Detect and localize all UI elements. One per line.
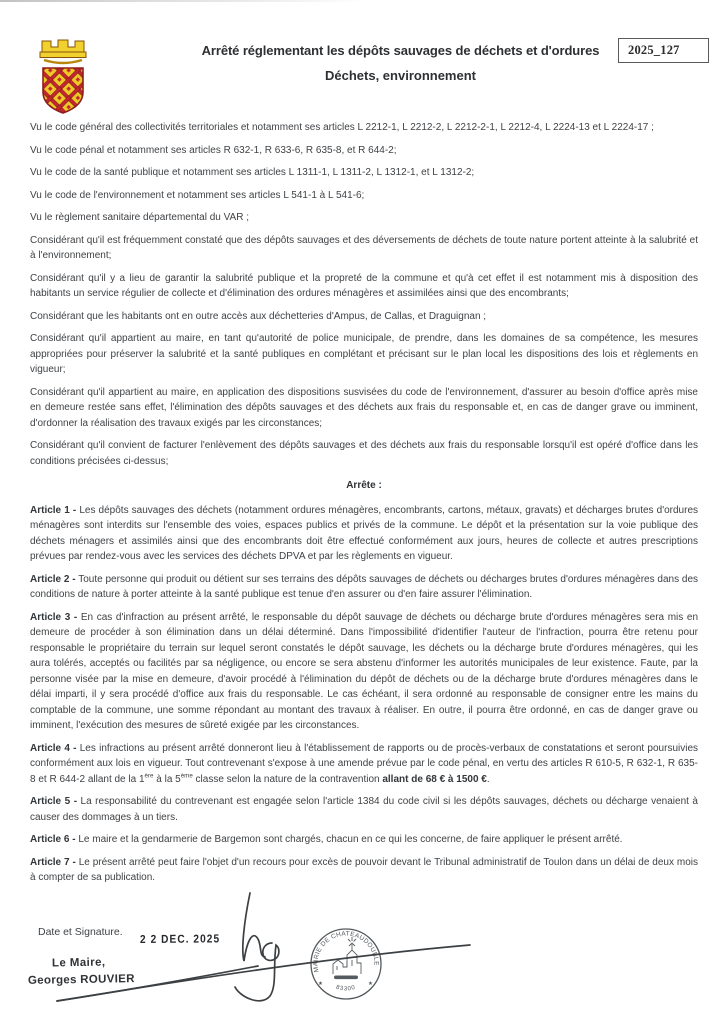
mayor-title: Le Maire, — [51, 956, 106, 970]
document-body — [30, 120, 698, 893]
considerant-recital-2: Considérant qu'il y a lieu de garantir la salubrité publique et la propreté de la commune et qu'à cet effet il est notamment mis à disposition des habitants un service régulier de collecte et d'élimination des ordures ménagères et assimilées ainsi que des encombrants; — [30, 272, 698, 299]
coat-of-arms-icon — [34, 37, 92, 117]
scan-artifact — [0, 0, 368, 2]
stamp-star-left-icon: ★ — [318, 981, 323, 987]
reference-box — [618, 38, 709, 63]
article-1-text: Les dépôts sauvages des déchets (notamment ordures ménagères, encombrants, cartons, métaux, gravats) et décharges brutes d'ordures ménagères sont interdits sur l'ensemble des voies, espaces publics et privés de la commune. Le dépôt et la présentation sur la voie publique des déchets ménagers et assimilés ainsi que des encombrants doit être effectué conformément aux jours, heures de collecte et autres prescriptions prévues par rendez-vous avec les services des déchets DPVA et par les règlements en vigueur. — [30, 504, 699, 562]
article-6-label: Article 6 - — [30, 834, 76, 845]
vu-recital-2: Vu le code pénal et notamment ses articles R 632-1, R 633-6, R 635-8, et R 644-2; — [30, 144, 397, 156]
article-4-text-2: à la 5 — [153, 773, 181, 785]
article-4-text: Les infractions au présent arrêté donneront lieu à l'établissement de rapports ou de procès-verbaux de constatations et seront poursuivies conformément aux lois en vigueur. Tout contrevenant s'expose à une amende prévue par le code pénal, en vertu des articles R 610-5, R 632-1, R 635-8 et R 644-2 allant de la 1 — [30, 742, 699, 785]
considerant-recital-5: Considérant qu'il appartient au maire, en application des dispositions susvisées du code de l'environnement, d'assurer au besoin d'office après mise en demeure restée sans effet, l'élimination des dépôts sauvages et des déchets aux frais du responsable et, en cas de danger grave ou imminent, d'ordonner la réalisation des travaux exigés par les circonstances; — [30, 386, 698, 429]
mayor-name: Georges ROUVIER — [27, 973, 135, 987]
stamp-star-right-icon: ★ — [368, 981, 373, 987]
vu-recital-5: Vu le règlement sanitaire départemental du VAR ; — [30, 212, 250, 223]
article-6-text: Le maire et la gendarmerie de Bargemon sont chargés, chacun en ce qui les concerne, de faire appliquer le présent arrêté. — [78, 834, 623, 845]
vu-recital-3: Vu le code de la santé publique et notamment ses articles L 1311-1, L 1311-2, L 1312-1, et L 1312-2; — [30, 167, 475, 178]
svg-text:MAIRIE DE CHATEAUDOUBLE — [312, 930, 379, 972]
article-2-label: Article 2 - — [30, 573, 76, 585]
article-4-fine-amount: allant de 68 € à 1500 € — [382, 773, 487, 785]
article-4 — [30, 741, 698, 788]
article-7-text: Le présent arrêté peut faire l'objet d'un recours pour excès de pouvoir devant le Tribunal administratif de Toulon dans un délai de deux mois à compter de sa publication. — [30, 856, 698, 883]
article-5-label: Article 5 - — [30, 796, 78, 807]
page-subtitle: Déchets, environnement — [325, 68, 476, 83]
article-3 — [30, 610, 698, 734]
date-signature-label: Date et Signature. — [38, 926, 123, 938]
article-5 — [30, 794, 698, 825]
article-7 — [30, 855, 698, 886]
page-title: Arrêté réglementant les dépôts sauvages de déchets et d'ordures — [201, 43, 600, 58]
considerant-recital-4: Considérant qu'il appartient au maire, en tant qu'autorité de police municipale, de prendre, dans les domaines de sa compétence, les mesures appropriées pour préserver la salubrité et la santé publiques en complétant et précisant sur le plan local les dispositions des lois et règlements en vigueur; — [30, 333, 698, 375]
svg-text:83300 — [335, 985, 357, 993]
stamp-castle-icon — [333, 937, 361, 979]
considerant-recital-6: Considérant qu'il convient de facturer l'enlèvement des dépôts sauvages et des déchets aux frais du responsable lorsqu'il est opéré d'office dans les conditions précisées ci-dessus; — [30, 440, 698, 467]
document-header — [118, 44, 683, 83]
considerant-recital-3: Considérant que les habitants ont en outre accès aux déchetteries d'Ampus, de Callas, et Draguignan ; — [30, 310, 487, 322]
municipal-stamp — [306, 926, 386, 1006]
article-3-label: Article 3 - — [30, 611, 78, 623]
stamp-ring-text: MAIRIE DE CHATEAUDOUBLE — [312, 930, 380, 973]
article-4-sup-2: ème — [180, 772, 193, 780]
enacting-heading: Arrête : — [346, 480, 382, 491]
coat-of-arms — [34, 37, 92, 117]
article-4-sup-1: ère — [144, 772, 154, 780]
article-5-text: La responsabilité du contrevenant est engagée selon l'article 1384 du code civil si les dépôts sauvages, déchets ou décharge venaient à causer des dommages à un tiers. — [30, 796, 698, 823]
vu-recital-4: Vu le code de l'environnement et notamment ses articles L 541-1 à L 541-6; — [30, 189, 365, 201]
article-2 — [30, 572, 698, 603]
article-7-label: Article 7 - — [30, 856, 76, 868]
stamp-postal-code: 83300 — [335, 984, 357, 993]
reference-number: 2025_127 — [628, 43, 680, 57]
article-4-label: Article 4 - — [30, 742, 77, 754]
date-stamp: 2 2 DEC. 2025 — [140, 933, 221, 946]
article-1-label: Article 1 - — [30, 504, 77, 516]
vu-recital-1: Vu le code général des collectivités territoriales et notamment ses articles L 2212-1, L 2212-2, L 2212-2-1, L 2212-4, L 2224-13 et L 2224-17 ; — [30, 122, 654, 133]
article-4-text-4: . — [486, 773, 490, 785]
article-3-text: En cas d'infraction au présent arrêté, le responsable du dépôt sauvage de déchets ou décharge brute d'ordures ménagères sera mis en demeure de procéder à son élimination dans un délai déterminé. Dans l'impossibilité d'identifier l'auteur de l'infraction, pourra être retenu pour responsable le propriétaire du terrain sur lequel seront constatés le dépôt sauvage, les déchets ou la décharge brute d'ordures ménagères, qui les aura tolérés, acceptés ou facilités par sa négligence, ou encore se sera abstenu d'informer les autorités municipales de leur existence. Faute, par la personne visée par la mise en demeure, d'avoir procédé à l'élimination du dépôt de déchets ou de la décharge brute d'ordures ménagères dans le délai imparti, il y sera procédé d'office aux frais du responsable. Le cas échéant, il sera ordonné au responsable de consigner entre les mains du comptable de la commune, une somme répondant au montant des travaux à réaliser. En outre, il pourra être ordonné, en cas de danger grave ou imminent, l'exécution des mesures de sûreté exigée par les circonstances. — [30, 611, 699, 731]
article-6 — [30, 832, 698, 848]
considerant-recital-1: Considérant qu'il est fréquemment constaté que des dépôts sauvages et des déversements de déchets de toute nature portent atteinte à la salubrité et à l'environnement; — [30, 234, 698, 261]
article-1 — [30, 503, 698, 565]
article-2-text: Toute personne qui produit ou détient sur ses terrains des dépôts sauvages de déchets ou décharges brutes d'ordures ménagères dans des conditions de nature à porter atteinte à la santé publique est tenue d'en assurer ou d'en faire assurer l'élimination. — [30, 573, 699, 600]
article-4-text-3: classe selon la nature de la contravention — [192, 773, 383, 785]
